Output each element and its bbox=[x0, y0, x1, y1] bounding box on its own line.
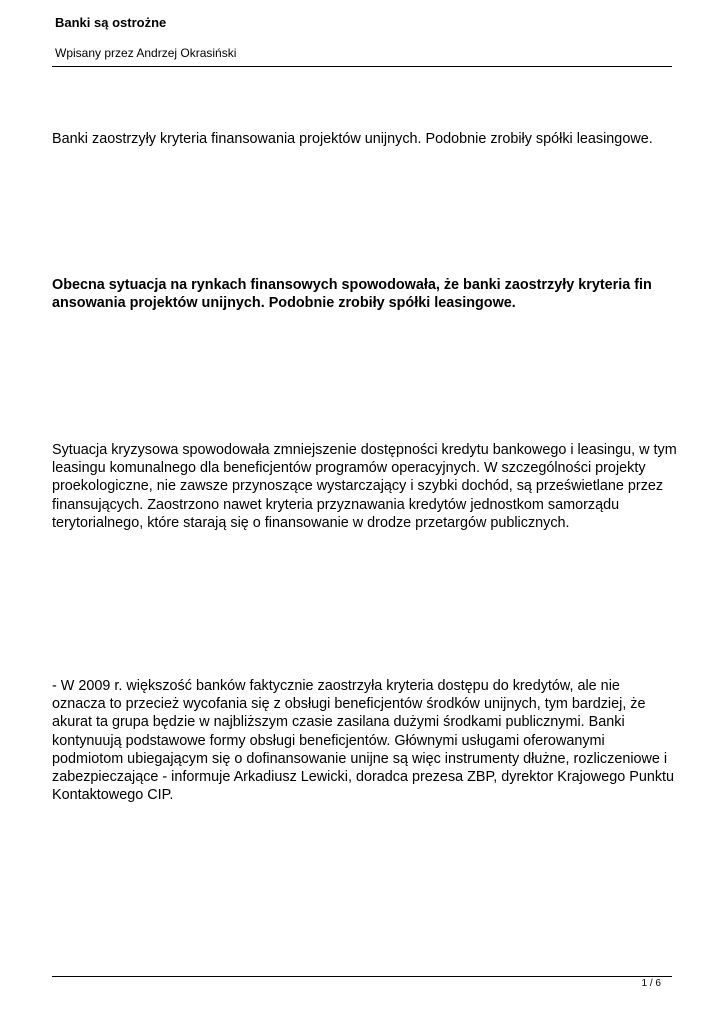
article-paragraph: - W 2009 r. większość banków faktycznie zaostrzyła kryteria dostępu do kredytów, ale nie oznacza to przecież wycofania się z obsługi beneficjentów środków unijnych, tym bardziej, że akurat ta grupa będzie w najbliższym czasie zasilana dużymi środkami publicznymi. Banki kontynuują podstawowe formy obsługi beneficjentów. Głównymi usługami oferowanymi podmiotom ubiegającym się o dofinansowanie unijne są więc instrumenty dłużne, rozliczeniowe i zabezpieczające - informuje Arkadiusz Lewicki, doradca prezesa ZBP, dyrektor Krajowego Punktu Kontaktowego CIP. bbox=[52, 678, 675, 804]
article-lead: Banki zaostrzyły kryteria finansowania projektów unijnych. Podobnie zrobiły spółki leasingowe. bbox=[52, 131, 653, 147]
footer-divider bbox=[52, 976, 672, 977]
page-title: Banki są ostrożne bbox=[55, 15, 167, 30]
article-intro-bold: Obecna sytuacja na rynkach finansowych spowodowała, że banki zaostrzyły kryteria fin ansowania projektów unijnych. Podobnie zrobiły spółki leasingowe. bbox=[52, 277, 652, 312]
author-line: Wpisany przez Andrzej Okrasiński bbox=[55, 46, 237, 60]
page-number: 1 / 6 bbox=[641, 978, 661, 989]
header-divider bbox=[52, 66, 672, 67]
article-paragraph: Sytuacja kryzysowa spowodowała zmniejszenie dostępności kredytu bankowego i leasingu, w tym leasingu komunalnego dla beneficjentów programów operacyjnych. W szczególności projekty proekologiczne, nie zawsze przynoszące wystarczający i szybki dochód, są prześwietlane przez finansujących. Zaostrzono nawet kryteria przyznawania kredytów jednostkom samorządu terytorialnego, które starają się o finansowanie w drodze przetargów publicznych. bbox=[52, 442, 677, 531]
